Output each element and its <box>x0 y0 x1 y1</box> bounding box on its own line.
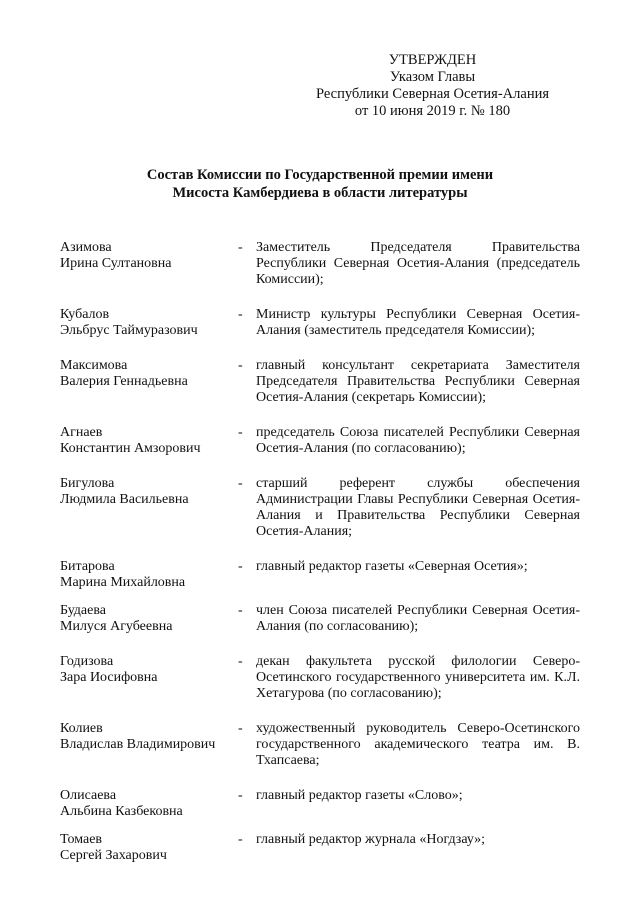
member-item <box>60 603 580 635</box>
approval-decree: Указом Главы <box>389 69 476 85</box>
approval-republic: Республики Северная Осетия-Алания <box>315 86 550 102</box>
member-name <box>60 476 238 540</box>
member-given-names: Марина Михайловна <box>60 575 186 590</box>
member-given-names: Владислав Владимирович <box>60 737 216 752</box>
member-role: старший референт службы обеспечения Администрации Главы Республики Северная Осетия-Алания и Правительства Республики Северная Осетия-Алания; <box>256 476 580 539</box>
commission-members-list <box>60 240 580 864</box>
approval-date-number: от 10 июня 2019 г. № 180 <box>354 103 511 119</box>
member-role: член Союза писателей Республики Северная Осетия-Алания (по согласованию); <box>256 603 580 634</box>
member-given-names: Эльбрус Таймуразович <box>60 323 198 338</box>
member-separator: - <box>238 559 243 574</box>
member-item <box>60 654 580 702</box>
member-item <box>60 559 580 591</box>
member-item <box>60 358 580 406</box>
member-surname: Олисаева <box>60 788 117 803</box>
member-given-names: Альбина Казбековна <box>60 804 183 819</box>
member-item <box>60 425 580 457</box>
member-surname: Кубалов <box>60 307 110 322</box>
member-item <box>60 240 580 288</box>
member-role: Министр культуры Республики Северная Осетия-Алания (заместитель председателя Комиссии); <box>256 307 580 338</box>
member-separator: - <box>238 358 243 373</box>
member-separator: - <box>238 654 243 669</box>
heading-line-1: Состав Комиссии по Государственной премии имени <box>146 167 494 183</box>
member-surname: Битарова <box>60 559 115 574</box>
member-given-names: Валерия Геннадьевна <box>60 374 188 389</box>
heading-line-2: Мисоста Камбердиева в области литературы <box>172 185 468 201</box>
member-surname: Максимова <box>60 358 128 373</box>
member-name <box>60 654 238 702</box>
member-role: декан факультета русской филологии Северо-Осетинского государственного университета им. К.Л. Хетагурова (по согласованию); <box>256 654 580 701</box>
member-name <box>60 240 238 288</box>
member-separator: - <box>238 425 243 440</box>
member-surname: Томаев <box>60 832 103 847</box>
member-name <box>60 358 238 406</box>
member-item <box>60 832 580 864</box>
approval-title: УТВЕРЖДЕН <box>388 52 477 68</box>
member-role: главный редактор газеты «Слово»; <box>256 788 463 803</box>
member-surname: Будаева <box>60 603 106 618</box>
member-given-names: Людмила Васильевна <box>60 492 189 507</box>
member-item <box>60 476 580 540</box>
member-separator: - <box>238 721 243 736</box>
member-surname: Колиев <box>60 721 103 736</box>
member-name <box>60 721 238 769</box>
member-given-names: Зара Иосифовна <box>60 670 158 685</box>
member-surname: Годизова <box>60 654 114 669</box>
member-name <box>60 307 238 339</box>
document-heading <box>60 166 580 202</box>
member-given-names: Милуся Агубеевна <box>60 619 173 634</box>
member-surname: Бигулова <box>60 476 115 491</box>
member-given-names: Ирина Султановна <box>60 256 172 271</box>
member-separator: - <box>238 476 243 491</box>
member-role: художественный руководитель Северо-Осетинского государственного академического театра им. В. Тхапсаева; <box>256 721 580 768</box>
member-role: председатель Союза писателей Республики Северная Осетия-Алания (по согласованию); <box>256 425 580 456</box>
member-name <box>60 559 238 591</box>
member-name <box>60 832 238 864</box>
member-separator: - <box>238 307 243 322</box>
member-surname: Агнаев <box>60 425 103 440</box>
member-separator: - <box>238 240 243 255</box>
member-item <box>60 788 580 820</box>
member-role: Заместитель Председателя Правительства Республики Северная Осетия-Алания (председатель Комиссии); <box>256 240 580 287</box>
approval-stamp <box>300 52 565 120</box>
member-item <box>60 721 580 769</box>
member-given-names: Сергей Захарович <box>60 848 167 863</box>
member-item <box>60 307 580 339</box>
member-name <box>60 788 238 820</box>
member-role: главный редактор журнала «Ногдзау»; <box>256 832 486 847</box>
member-separator: - <box>238 832 243 847</box>
member-given-names: Константин Амзорович <box>60 441 201 456</box>
member-surname: Азимова <box>60 240 112 255</box>
member-name <box>60 603 238 635</box>
member-name <box>60 425 238 457</box>
member-role: главный консультант секретариата Заместителя Председателя Правительства Республики Северная Осетия-Алания (секретарь Комиссии); <box>256 358 580 405</box>
member-separator: - <box>238 788 243 803</box>
member-separator: - <box>238 603 243 618</box>
member-role: главный редактор газеты «Северная Осетия»; <box>256 559 528 574</box>
